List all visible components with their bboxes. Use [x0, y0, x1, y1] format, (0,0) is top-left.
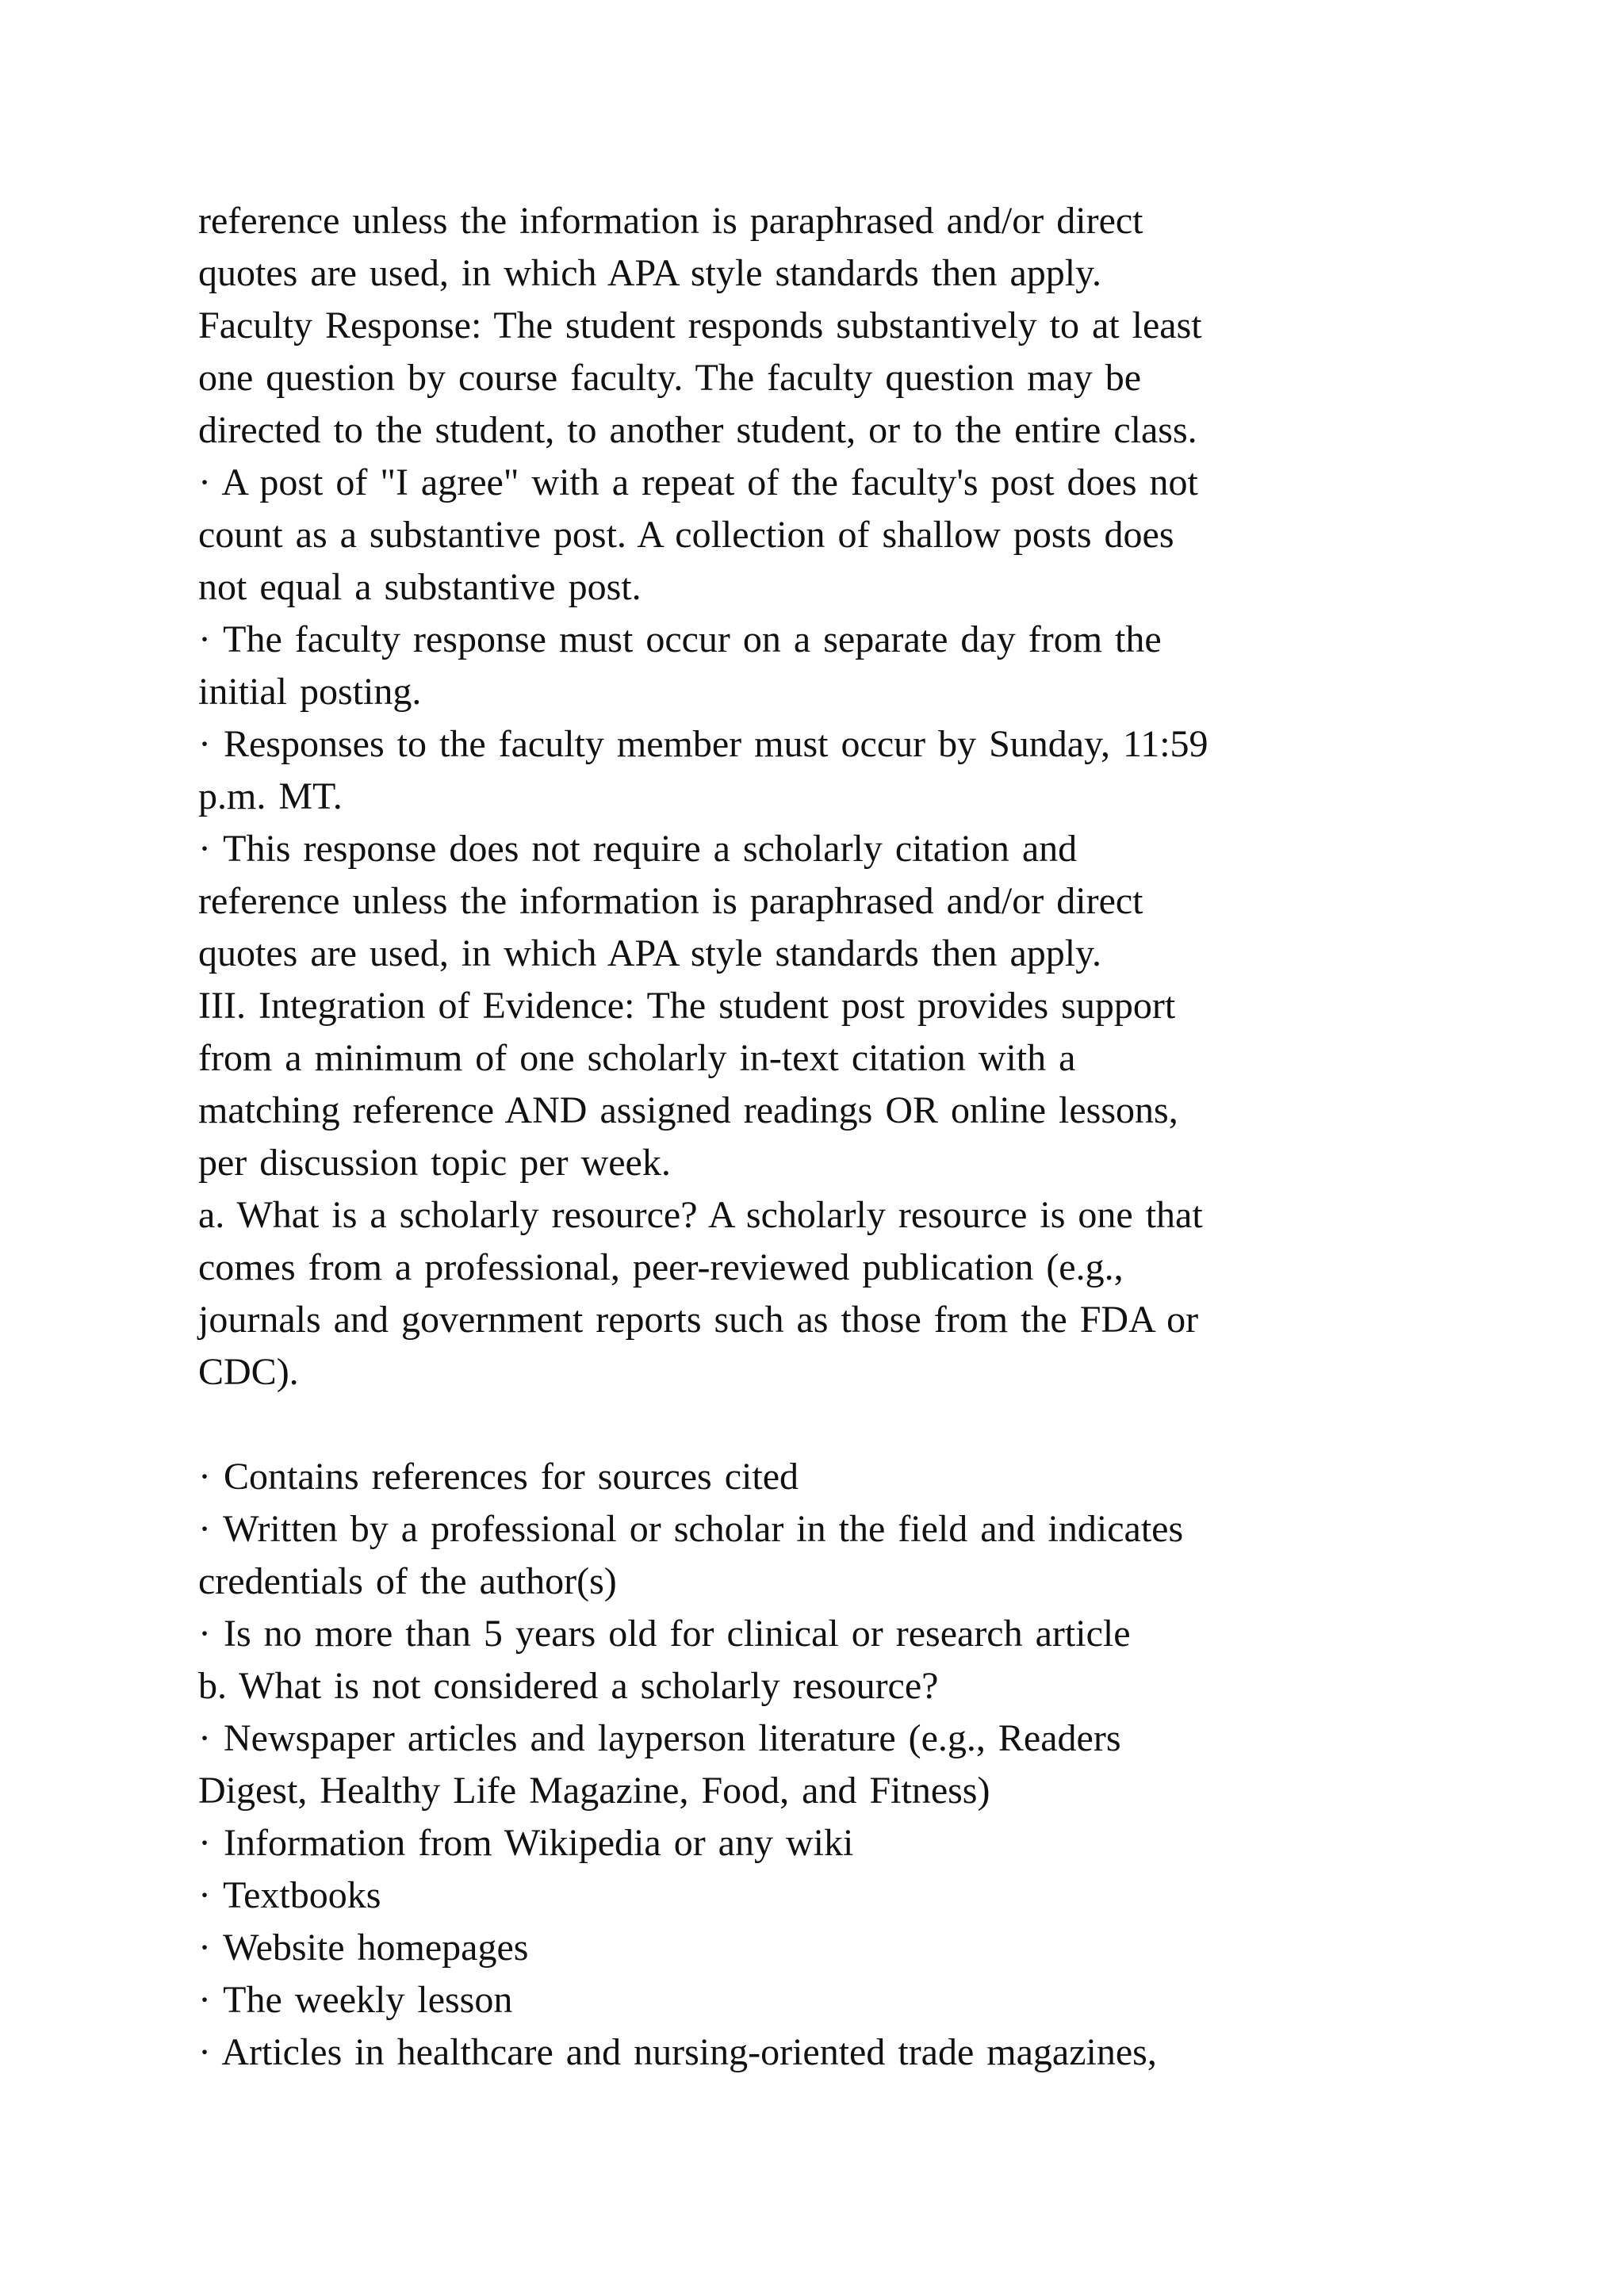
text-line: quotes are used, in which APA style standards then apply.	[198, 252, 1101, 294]
text-line: · The faculty response must occur on a separate day from the	[198, 618, 1162, 660]
text-line: per discussion topic per week.	[198, 1142, 671, 1184]
text-line: a. What is a scholarly resource? A scholarly resource is one that	[198, 1194, 1203, 1236]
text-line: · Textbooks	[198, 1874, 381, 1916]
text-line: · Newspaper articles and layperson literature (e.g., Readers	[198, 1717, 1121, 1759]
text-line: · A post of "I agree" with a repeat of the faculty's post does not	[198, 461, 1198, 503]
text-line: Digest, Healthy Life Magazine, Food, and Fitness)	[198, 1770, 990, 1812]
text-line: · Articles in healthcare and nursing-oriented trade magazines,	[198, 2031, 1157, 2073]
text-line: one question by course faculty. The faculty question may be	[198, 357, 1142, 399]
text-line: · The weekly lesson	[198, 1979, 513, 2021]
blank-line	[198, 1399, 1499, 1451]
text-line: quotes are used, in which APA style standards then apply.	[198, 932, 1101, 974]
text-line: Faculty Response: The student responds substantively to at least	[198, 304, 1202, 346]
text-line: · Responses to the faculty member must occur by Sunday, 11:59	[198, 723, 1208, 765]
text-line: · Is no more than 5 years old for clinical or research article	[198, 1613, 1131, 1655]
text-line: not equal a substantive post.	[198, 566, 642, 608]
text-line: credentials of the author(s)	[198, 1560, 617, 1602]
text-line: count as a substantive post. A collection of shallow posts does	[198, 514, 1174, 556]
text-line: · Website homepages	[198, 1927, 529, 1969]
text-line: · Written by a professional or scholar in the field and indicates	[198, 1508, 1184, 1550]
text-line: comes from a professional, peer-reviewed publication (e.g.,	[198, 1246, 1124, 1288]
text-line: · This response does not require a scholarly citation and	[198, 828, 1078, 870]
text-line: from a minimum of one scholarly in-text citation with a	[198, 1037, 1076, 1079]
text-line: journals and government reports such as those from the FDA or	[198, 1299, 1199, 1341]
document-body	[198, 195, 1499, 2079]
text-line: · Contains references for sources cited	[198, 1456, 799, 1498]
text-line: matching reference AND assigned readings OR online lessons,	[198, 1089, 1178, 1131]
text-line: b. What is not considered a scholarly resource?	[198, 1665, 939, 1707]
text-line: reference unless the information is paraphrased and/or direct	[198, 200, 1143, 242]
text-line: CDC).	[198, 1351, 299, 1393]
text-line: III. Integration of Evidence: The student post provides support	[198, 985, 1176, 1027]
text-line: · Information from Wikipedia or any wiki	[198, 1822, 854, 1864]
text-line: reference unless the information is paraphrased and/or direct	[198, 880, 1143, 922]
text-line: p.m. MT.	[198, 775, 343, 817]
text-line: initial posting.	[198, 671, 422, 713]
text-line: directed to the student, to another student, or to the entire class.	[198, 409, 1197, 451]
